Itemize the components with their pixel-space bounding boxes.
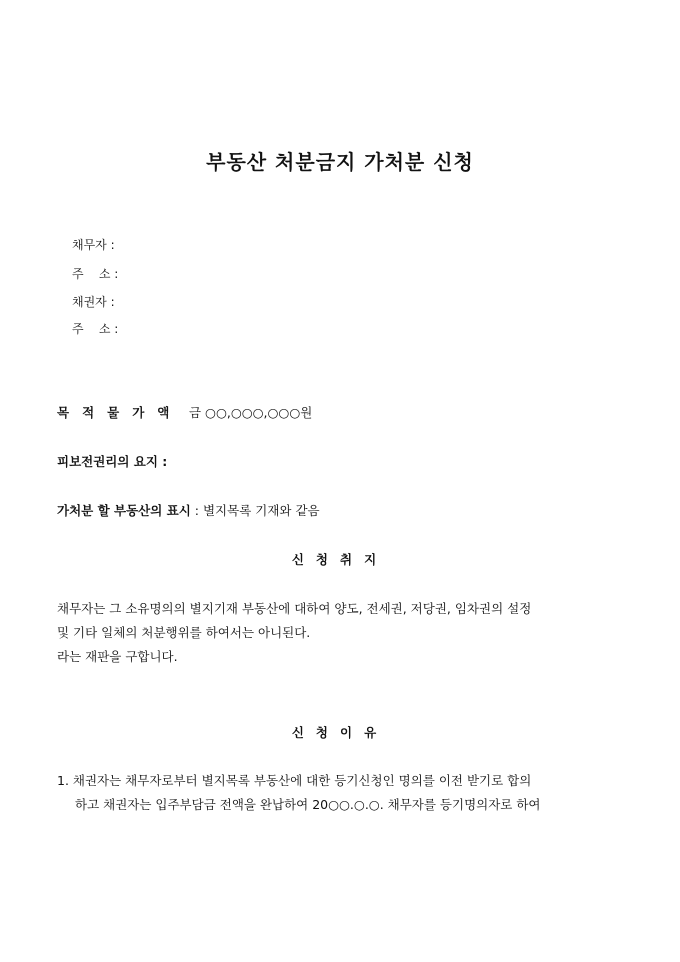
protected-right-field	[57, 452, 167, 470]
debtor-address-line	[72, 265, 118, 282]
purpose-paragraph	[57, 597, 637, 669]
creditor-label: 채권자 :	[72, 295, 115, 309]
amount-field	[57, 403, 312, 421]
amount-value: 금 ○○,○○○,○○○원	[189, 405, 313, 420]
creditor-address-label: 주 소 :	[72, 322, 119, 336]
amount-label: 목적물가액	[57, 405, 183, 420]
property-display-value: : 별지목록 기재와 같음	[194, 503, 320, 518]
reasons-paragraph	[57, 769, 637, 817]
debtor-label: 채무자 :	[72, 238, 115, 252]
purpose-line: 채무자는 그 소유명의의 별지기재 부동산에 대하여 양도, 전세권, 저당권, 임차권의 설정	[57, 601, 532, 616]
reason-line: 1. 채권자는 채무자로부터 별지목록 부동산에 대한 등기신청인 명의를 이전 받기로 합의	[57, 773, 532, 788]
purpose-heading: 신청취지	[291, 552, 389, 567]
property-display-label: 가처분 할 부동산의 표시	[57, 503, 191, 518]
protected-right-label: 피보전권리의 요지 :	[57, 454, 168, 469]
creditor-line	[72, 293, 115, 310]
reasons-heading: 신청이유	[291, 725, 389, 740]
reason-line: 하고 채권자는 입주부담금 전액을 완납하여 20○○.○.○. 채무자를 등기명의자로 하여	[75, 797, 541, 812]
purpose-line: 및 기타 일체의 처분행위를 하여서는 아니된다.	[57, 625, 311, 640]
debtor-address-label: 주 소 :	[72, 267, 119, 281]
purpose-line: 라는 재판을 구합니다.	[57, 649, 178, 664]
property-display-field	[57, 501, 320, 519]
creditor-address-line	[72, 320, 118, 337]
document-title: 부동산 처분금지 가처분 신청	[206, 150, 474, 174]
debtor-line	[72, 236, 115, 253]
